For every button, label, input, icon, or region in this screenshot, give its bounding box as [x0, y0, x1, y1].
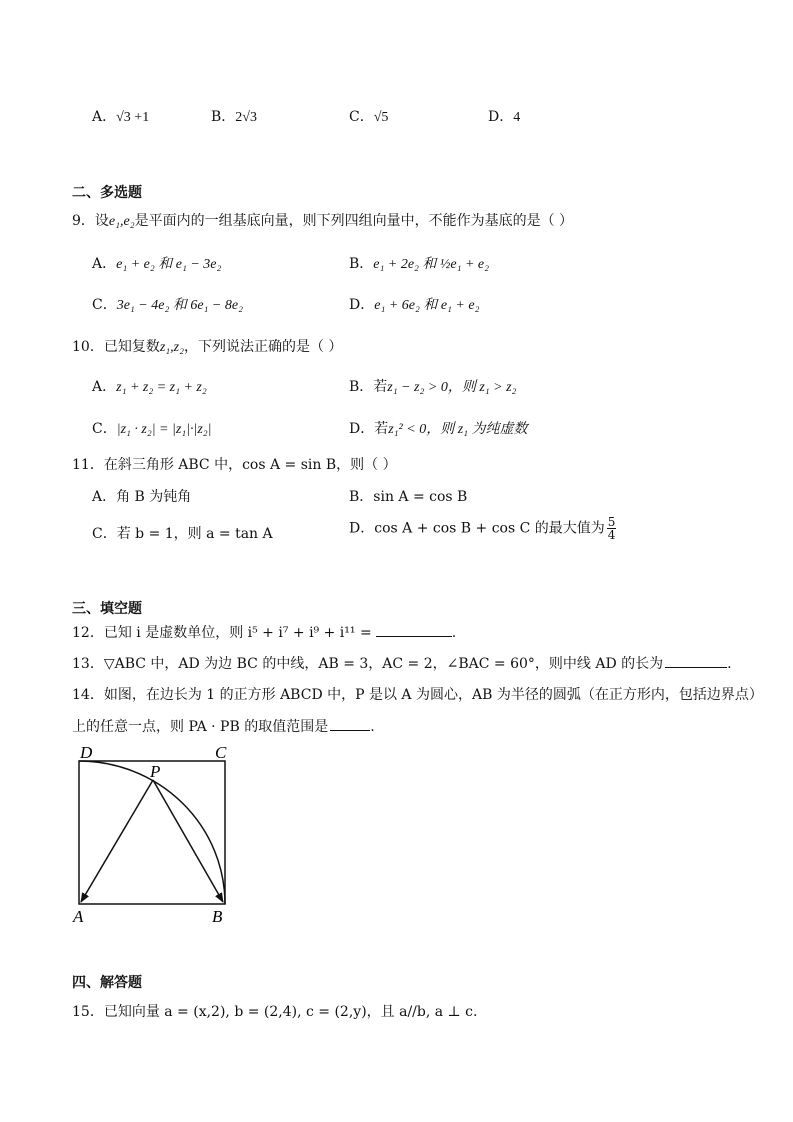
q9-option-a: A．e₁ + e₂ 和 e₁ − 3e₂: [92, 256, 222, 272]
q8-option-c: C．√5: [349, 109, 389, 125]
label-p: P: [150, 762, 161, 781]
label-a: A: [73, 907, 84, 924]
q11-option-a: A．角 B 为钝角: [92, 489, 192, 505]
vector-pa: [81, 780, 153, 902]
q9-option-c: C．3e₁ − 4e₂ 和 6e₁ − 8e₂: [92, 297, 243, 313]
q11-option-c: C．若 b = 1，则 a = tan A: [92, 526, 273, 542]
label-b: B: [212, 907, 223, 924]
q11-option-b: B．sin A = cos B: [349, 489, 468, 505]
label-c: C: [215, 743, 227, 762]
q13-stem: 13．▽ABC 中，AD 为边 BC 的中线，AB = 3，AC = 2，∠BAC = 60°，则中线 AD 的长为 .: [72, 656, 732, 672]
square-arc-figure: [70, 742, 240, 924]
vector-pb: [153, 780, 223, 902]
q10-option-c: C．|z₁ · z₂| = |z₁|·|z₂|: [92, 421, 212, 437]
q8-option-a: A．√3 +1: [92, 109, 150, 125]
q12-stem: 12．已知 i 是虚数单位，则 i⁵ + i⁷ + i⁹ + i¹¹ = .: [72, 625, 457, 641]
q9-option-d: D．e₁ + 6e₂ 和 e₁ + e₂: [349, 297, 480, 313]
label-d: D: [80, 743, 93, 762]
q8-option-d: D．4: [488, 109, 521, 125]
section-heading-answer: 四、解答题: [72, 975, 142, 991]
q9-option-b: B．e₁ + 2e₂ 和 ½e₁ + e₂: [349, 256, 490, 272]
section-heading-fill-in: 三、填空题: [72, 601, 142, 617]
q10-option-a: A．z₁ + z₂ = z₁ + z₂: [92, 379, 207, 395]
q10-stem: 10．已知复数z₁,z₂，下列说法正确的是（ ）: [72, 339, 343, 355]
q10-option-b: B．若z₁ − z₂ > 0，则 z₁ > z₂: [349, 379, 517, 395]
q15-stem: 15．已知向量 a = (x,2), b = (2,4), c = (2,y)，且 a//b, a ⊥ c.: [72, 1004, 478, 1020]
q8-option-b: B．2√3: [211, 109, 257, 125]
section-heading-multiple-choice: 二、多选题: [72, 185, 142, 201]
q14-stem-line2: 上的任意一点，则 PA · PB 的取值范围是 .: [72, 719, 375, 735]
q14-stem-line1: 14．如图，在边长为 1 的正方形 ABCD 中，P 是以 A 为圆心，AB 为半径的圆弧（在正方形内，包括边界点）: [72, 687, 763, 703]
q11-option-d: D．cos A + cos B + cos C 的最大值为 $\frac{5}{4}$: [349, 515, 616, 542]
q10-option-d: D．若z₁² < 0，则 z₁ 为纯虚数: [349, 421, 528, 437]
q9-stem: 9．设e₁,e₂是平面内的一组基底向量，则下列四组向量中，不能作为基底的是（ ）: [72, 213, 574, 229]
q11-stem: 11．在斜三角形 ABC 中，cos A = sin B，则（ ）: [72, 457, 397, 473]
